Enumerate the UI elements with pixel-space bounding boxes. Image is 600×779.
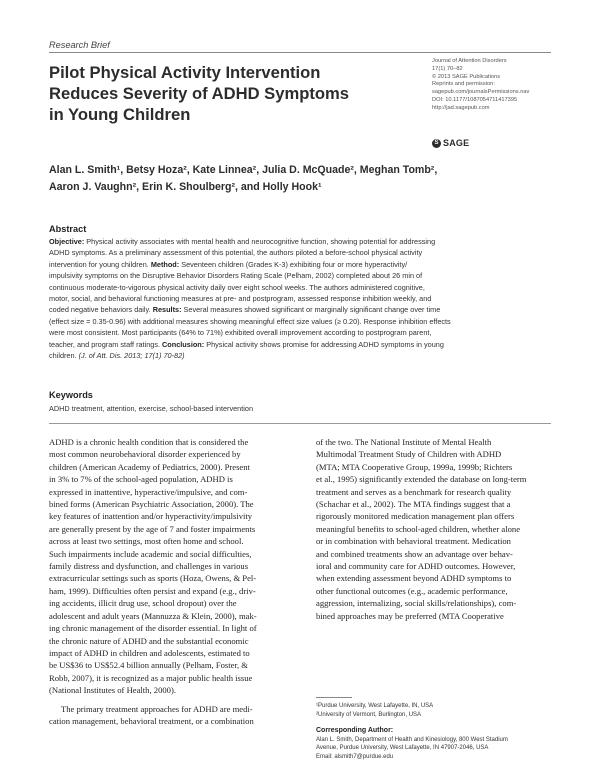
body-line: treatment and serves as a benchmark for research quality [316,486,512,497]
body-line: The primary treatment approaches for ADHD are medi- [61,703,253,714]
conclusion-label: Conclusion: [162,339,205,349]
body-line: children (American Academy of Pediatrics, 2000). Present [49,461,250,472]
abstract-line [49,259,564,270]
citation-text: (J. of Att. Dis. 2013; 17(1) 70-82) [78,351,185,361]
affiliation-line: ¹Purdue University, West Lafayette, IN, USA [316,703,434,709]
body-line: other functional outcomes (e.g., academic performance, [316,585,508,596]
affiliation-footnotes [316,702,433,719]
abstract-fragment: Physical activity shows promise for addressing ADHD symptoms in young [204,339,444,349]
body-line: (Schachar et al., 2002). The MTA findings suggest that a [316,499,511,510]
journal-url[interactable]: http://jad.sagepub.com [432,104,490,111]
body-line: aggression, internalizing, social skills/relationships), com- [316,598,517,609]
journal-name: Journal of Attention Disorders [432,58,507,64]
body-line: family distress and dysfunction, and challenges in various [49,561,249,572]
abstract-fragment: intervention for young children. [49,259,151,269]
abstract-line [49,350,564,361]
header-rule [49,52,551,53]
keywords-text: ADHD treatment, attention, exercise, school-based intervention [49,404,254,413]
abstract-line [49,304,564,315]
abstract-line [49,236,564,247]
body-line: (National Institutes of Health, 2000). [49,685,176,696]
body-line: impact of ADHD in children and adolescents, estimated to [49,647,250,658]
keywords-heading: Keywords [49,390,93,400]
journal-permissions-link[interactable]: sagepub.com/journalsPermissions.nav [432,89,530,96]
abstract-line: motor, social, and behavioral functioning measures at pre- and postprogram, assessed response inhibition weekly, and [49,294,432,304]
body-line: Robb, 2007), it is recognized as a major public health issue [49,672,253,683]
article-type-label: Research Brief [49,40,110,50]
journal-doi[interactable]: DOI: 10.1177/1087054711417395 [432,96,518,103]
body-line: et al., 1995) significantly extended the database on long-term [316,474,527,485]
body-line: adolescent and adult years (Mannuzza & Klein, 2000), mak- [49,610,257,621]
body-line: across at least two settings, most often home and school. [49,536,244,547]
journal-info [432,58,562,113]
abstract-fragment: children. [49,351,79,361]
sage-logo [432,138,469,148]
abstract-heading: Abstract [49,224,87,234]
abstract-line: ADHD symptoms. As a preliminary assessment of this potential, the authors piloted a before-school physical activity [49,248,423,258]
body-line: ing chronic management of the disorder essential. In light of [49,623,257,634]
abstract-text [49,236,564,361]
keywords-rule [49,423,551,424]
journal-reprints: Reprints and permission: [432,81,495,88]
affiliation-line: ²University of Vermont, Burlington, USA [316,711,422,718]
journal-volume: 17(1) 70–82 [432,65,463,72]
abstract-fragment: teacher, and program staff ratings. [49,339,163,349]
body-line: (MTA; MTA Cooperative Group, 1999a, 1999b; Richters [316,461,513,472]
body-line: of the two. The National Institute of Mental Health [316,437,492,447]
author-line: Aaron J. Vaughn², Erin K. Shoulberg², and Holly Hook¹ [49,180,322,193]
body-line: in 3% to 7% of the school-aged population, ADHD is [49,474,233,485]
title-line: Reduces Severity of ADHD Symptoms [49,84,349,103]
results-label: Results: [152,305,182,315]
author-list [49,162,549,195]
body-line: ADHD is a chronic health condition that is considered the [49,437,249,447]
body-column-left [49,436,289,727]
body-line: and combined treatments show an advantage over behav- [316,548,513,559]
body-column-right [316,436,556,622]
body-line: Multimodal Treatment Study of Children with ADHD [316,449,502,460]
sage-logo-text: SAGE [443,138,470,148]
body-line: the chronic nature of ADHD and the substantial economic [49,635,249,646]
abstract-line [49,339,564,350]
title-line: in Young Children [49,105,191,124]
body-line: meaningful benefits to school-aged children, whether alone [316,523,521,534]
corr-line: Avenue, Purdue University, West Lafayette, IN 47907-2046, USA [316,745,489,752]
body-line: most common neurobehavioral disorder experienced by [49,449,241,460]
abstract-fragment: Physical activity associates with mental health and neurocognitive function, showing potential for addressing [84,237,436,246]
abstract-line: (effect size = 0.35-0.96) with additional measures showing meaningful effect size values (≥ 0.20). Response inhibition effects [49,316,451,326]
body-line: cation management, behavioral treatment, or a combination [49,715,254,726]
abstract-line: continuous moderate-to-vigorous physical activity daily over eight school weeks. The authors administered cognitive, [49,282,425,292]
abstract-line: impulsivity symptoms on the Disruptive Behavior Disorders Rating Scale (Pelham, 2002) completed about 26 min of [49,271,423,281]
corresponding-author-details [316,736,508,761]
abstract-line: were most consistent. Most participants (64% to 71%) exhibited overall improvement according to postprogram parent, [49,328,432,338]
body-line: Such impairments include academic and social difficulties, [49,548,252,559]
author-line: Alan L. Smith¹, Betsy Hoza², Kate Linnea², Julia D. McQuade², Meghan Tomb², [49,164,438,176]
sage-logo-icon: S [432,139,441,148]
abstract-fragment: Seventeen children (Grades K-3) exhibiting four or more hyperactivity/ [179,259,408,269]
body-line: are generally present by the age of 7 and foster impairments [49,523,256,534]
body-line: bined forms (American Psychiatric Association, 2000). The [49,499,254,510]
body-line: extracurricular settings such as sports (Hoza, Owens, & Pel- [49,573,257,584]
journal-copyright: © 2013 SAGE Publications [432,73,501,80]
corr-email[interactable]: Email: alsmith7@purdue.edu [316,753,394,760]
body-line: ioral and community care for ADHD outcomes. However, [316,561,516,572]
corresponding-author-heading: Corresponding Author: [316,727,394,734]
objective-label: Objective: [49,237,85,246]
body-line: rigorously monitored medication management plan offers [316,511,515,522]
article-title [49,62,389,125]
body-line: key features of inattention and/or hyperactivity/impulsivity [49,511,253,522]
body-line: or in combination with behavioral treatment. Medication [316,536,511,547]
title-line: Pilot Physical Activity Intervention [49,63,321,82]
method-label: Method: [150,259,180,269]
body-line: be US$36 to US$52.4 billion annually (Pelham, Foster, & [49,660,248,671]
body-line: when extending assessment beyond ADHD symptoms to [316,573,512,584]
abstract-fragment: coded negative behaviors daily. [49,305,153,315]
corr-line: Alan L. Smith, Department of Health and Kinesiology, 800 West Stadium [316,737,508,743]
footnote-rule [316,697,352,698]
body-line: bined approaches may be preferred (MTA Cooperative [316,610,504,621]
body-line: ham, 1999). Difficulties often persist and expand (e.g., driv- [49,585,256,596]
body-line: expressed in inattentive, hyperactive/impulsive, and com- [49,486,248,497]
body-line: ing accidents, illicit drug use, school dropout) over the [49,598,237,609]
abstract-fragment: Several measures showed significant or marginally significant change over time [181,305,441,315]
